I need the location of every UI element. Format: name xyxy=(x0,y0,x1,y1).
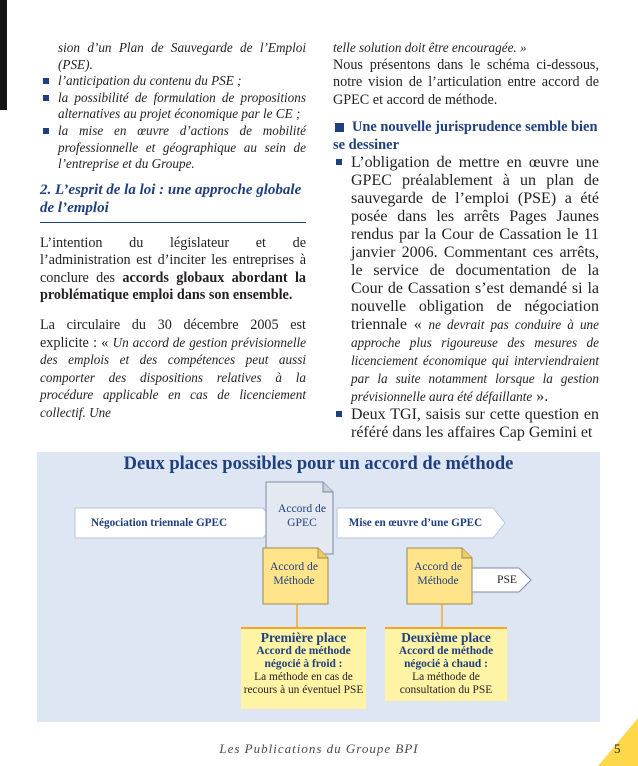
bullet-list-jurisprudence xyxy=(333,154,599,442)
page-number: 5 xyxy=(614,741,621,756)
second-place-box xyxy=(385,627,507,701)
first-place-strong: Accord de méthode négocié à froid : xyxy=(256,645,351,670)
paragraph-schema: Nous présentons dans le schéma ci-dessous, notre vision de l’articulation entre accord de GPEC et accord de méthode. xyxy=(333,56,599,108)
phase2-label: Mise en œuvre d’une GPEC xyxy=(348,517,483,529)
paragraph-circulaire xyxy=(40,317,306,423)
second-place-strong: Accord de méthode négocié à chaud : xyxy=(398,645,494,670)
first-place-sub: La méthode en cas de recours à un éventuel PSE xyxy=(243,671,364,696)
paragraph-quote: Un accord de gestion prévisionnelle des emplois et des compétences peut aussi comporter des dispositions relatives à la procédure applicable en cas de licenciement collectif. Une xyxy=(40,334,306,420)
pse-label: PSE xyxy=(497,573,517,586)
paragraph-text: La circulaire du 30 décembre 2005 est explicite : « xyxy=(40,316,306,351)
second-place-title: Deuxième place xyxy=(401,630,491,645)
paragraph-emphasis: accords globaux abordant la problématique emploi dans son ensemble. xyxy=(40,269,306,304)
list-item-quote: ne devrait pas conduire à une approche plus rigoureuse des mesures de licenciement économique qui interviendraient par la suite notamment lorsque la gestion prévisionnelle aura été défaillante xyxy=(351,317,599,405)
diagram-title: Deux places possibles pour un accord de méthode xyxy=(123,454,514,474)
list-item: Deux TGI, saisis sur cette question en référé dans les affaires Cap Gemini et xyxy=(333,406,599,442)
list-item: la possibilité de formulation de propositions alternatives au projet économique par le CE ; xyxy=(40,90,306,123)
doc-gpec-label: Accord de GPEC xyxy=(278,502,326,529)
right-column xyxy=(333,40,599,442)
section-title: 2. L’esprit de la loi : une approche globale de l’emploi xyxy=(40,181,306,223)
footer-publisher: Les Publications du Groupe BPI xyxy=(219,741,419,756)
binding-spine xyxy=(0,0,7,110)
quote-continuation: telle solution doit être encouragée. » xyxy=(333,40,527,55)
heading-text: Une nouvelle jurisprudence semble bien se dessiner xyxy=(333,119,598,153)
phase1-label: Négociation triennale GPEC xyxy=(90,517,228,529)
diagram-panel xyxy=(37,452,600,722)
subsection-heading xyxy=(333,119,599,154)
bullet-list xyxy=(40,73,306,173)
list-item: l’anticipation du contenu du PSE ; xyxy=(40,73,306,90)
square-bullet-icon xyxy=(335,123,344,132)
second-place-sub: La méthode de consultation du PSE xyxy=(399,671,493,696)
list-item-text: ». xyxy=(532,388,549,406)
intro-continuation: sion d’un Plan de Sauvegarde de l’Emploi (PSE). xyxy=(58,40,306,72)
doc-methode-1-label: Accord de Méthode xyxy=(270,560,318,587)
paragraph-intent xyxy=(40,235,306,305)
list-item xyxy=(333,154,599,406)
list-item: la mise en œuvre d’actions de mobilité professionnelle et géographique au sein de l’entreprise et du Groupe. xyxy=(40,123,306,173)
doc-methode-2-label: Accord de Méthode xyxy=(414,560,462,587)
first-place-title: Première place xyxy=(260,630,347,645)
first-place-box xyxy=(241,627,366,709)
list-item-text: L’obligation de mettre en œuvre une GPEC préalablement à un plan de sauvegarde de l’emploi (PSE) a été posée dans les arrêts Pages Jaunes rendus par la Cour de Cassation le 11 janvier 2006. Commentant ces arrêts, le service de documentation de la Cour de Cassation s’est demandé si la nouvelle obligation de négociation triennale « xyxy=(351,154,599,334)
left-column xyxy=(40,40,306,423)
paragraph-text: L’intention du législateur et de l’administration est d’inciter les entreprises à conclure des xyxy=(40,234,306,286)
